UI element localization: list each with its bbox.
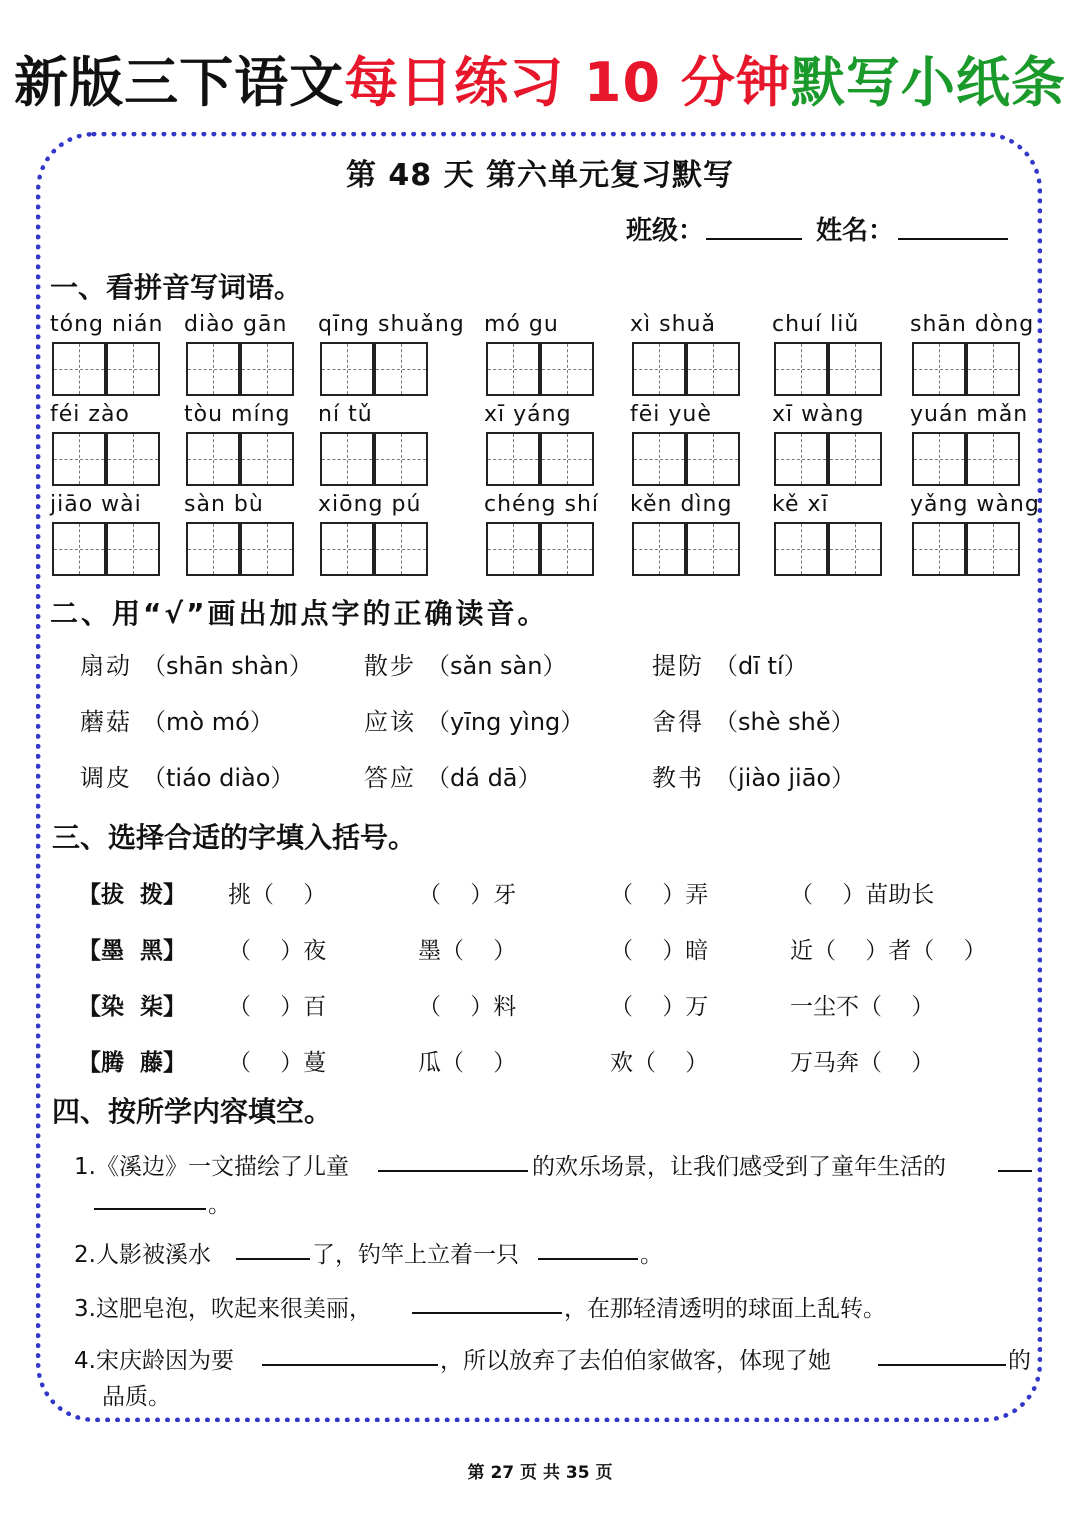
writing-grid-box[interactable] xyxy=(632,342,686,396)
writing-grid-box[interactable] xyxy=(540,342,594,396)
fill-in-phrase[interactable]: 万马奔（ ） xyxy=(790,1050,935,1076)
writing-grid-box[interactable] xyxy=(374,522,428,576)
writing-grid-box[interactable] xyxy=(320,522,374,576)
writing-grid-box[interactable] xyxy=(632,432,686,486)
pinyin-label: mó gu xyxy=(484,312,559,337)
char-choice-label: 【腾 藤】 xyxy=(78,1049,187,1076)
writing-grid-box[interactable] xyxy=(486,432,540,486)
char-choice-label: 【染 柒】 xyxy=(78,993,187,1020)
fill-in-phrase[interactable]: （ ）料 xyxy=(418,994,517,1020)
q4-blank-4[interactable] xyxy=(538,1258,638,1260)
writing-grid-box[interactable] xyxy=(106,342,160,396)
pinyin-label: qīng shuǎng xyxy=(318,312,465,337)
writing-grid-box[interactable] xyxy=(106,522,160,576)
pronunciation-item[interactable]: 舍得 （shè shě） xyxy=(652,708,855,736)
writing-grid-box[interactable] xyxy=(912,342,966,396)
pinyin-label: ní tǔ xyxy=(318,402,373,427)
writing-grid-box[interactable] xyxy=(52,432,106,486)
q4-item-1-line-1: 1.《溪边》一文描绘了儿童 xyxy=(74,1154,349,1180)
title-part-1: 新版三下语文 xyxy=(14,51,345,114)
q4-item-2-text-b: 了，钓竿上立着一只 xyxy=(312,1242,519,1268)
char-choice-label: 【拔 拨】 xyxy=(78,881,187,908)
name-label: 姓名： xyxy=(816,216,895,246)
section3-title: 三、选择合适的字填入括号。 xyxy=(52,821,417,854)
pinyin-label: yǎng wàng xyxy=(910,492,1040,517)
q4-blank-7[interactable] xyxy=(878,1364,1006,1366)
writing-grid-box[interactable] xyxy=(912,432,966,486)
writing-grid-box[interactable] xyxy=(186,432,240,486)
fill-in-phrase[interactable]: 墨（ ） xyxy=(418,938,517,964)
class-blank[interactable] xyxy=(706,238,802,240)
writing-grid-box[interactable] xyxy=(240,522,294,576)
writing-grid-box[interactable] xyxy=(320,342,374,396)
class-label: 班级： xyxy=(626,216,705,246)
pronunciation-item[interactable]: 教书 （jiào jiāo） xyxy=(652,764,856,792)
pronunciation-item[interactable]: 扇动 （shān shàn） xyxy=(80,652,313,680)
writing-grid-box[interactable] xyxy=(774,522,828,576)
pronunciation-item[interactable]: 调皮 （tiáo diào） xyxy=(80,764,295,792)
pinyin-label: kěn dìng xyxy=(630,492,733,517)
writing-grid-box[interactable] xyxy=(966,522,1020,576)
writing-grid-box[interactable] xyxy=(52,522,106,576)
writing-grid-box[interactable] xyxy=(540,522,594,576)
q4-item-4-end: 品质。 xyxy=(102,1384,171,1410)
pinyin-label: xì shuǎ xyxy=(630,312,716,337)
pinyin-label: tóng nián xyxy=(50,312,164,337)
writing-grid-box[interactable] xyxy=(686,432,740,486)
writing-grid-box[interactable] xyxy=(774,342,828,396)
pinyin-label: shān dòng xyxy=(910,312,1035,337)
fill-in-phrase[interactable]: 近（ ）者（ ） xyxy=(790,938,987,964)
fill-in-phrase[interactable]: （ ）苗助长 xyxy=(790,882,935,908)
q4-blank-1[interactable] xyxy=(378,1170,528,1172)
writing-grid-box[interactable] xyxy=(686,522,740,576)
q4-item-1-text-b: 的欢乐场景，让我们感受到了童年生活的 xyxy=(532,1154,946,1180)
pinyin-label: kě xī xyxy=(772,492,829,517)
writing-grid-box[interactable] xyxy=(374,342,428,396)
writing-grid-box[interactable] xyxy=(540,432,594,486)
page-footer: 第 27 页 共 35 页 xyxy=(467,1463,613,1483)
writing-grid-box[interactable] xyxy=(240,342,294,396)
pinyin-label: fēi yuè xyxy=(630,402,712,427)
fill-in-phrase[interactable]: （ ）蔓 xyxy=(228,1050,327,1076)
writing-grid-box[interactable] xyxy=(106,432,160,486)
fill-in-phrase[interactable]: （ ）百 xyxy=(228,994,327,1020)
q4-item-4: 4.宋庆龄因为要 xyxy=(74,1348,234,1374)
writing-grid-box[interactable] xyxy=(374,432,428,486)
pinyin-label: sàn bù xyxy=(184,492,264,517)
pinyin-label: jiāo wài xyxy=(50,492,142,517)
writing-grid-box[interactable] xyxy=(240,432,294,486)
writing-grid-box[interactable] xyxy=(828,522,882,576)
writing-grid-box[interactable] xyxy=(774,432,828,486)
pinyin-label: tòu míng xyxy=(184,402,291,427)
writing-grid-box[interactable] xyxy=(686,342,740,396)
fill-in-phrase[interactable]: （ ）万 xyxy=(610,994,709,1020)
fill-in-phrase[interactable]: 瓜（ ） xyxy=(418,1050,517,1076)
section1-title: 一、看拼音写词语。 xyxy=(50,271,303,304)
pronunciation-item[interactable]: 答应 （dá dā） xyxy=(364,764,542,792)
pronunciation-item[interactable]: 应该 （yīng yìng） xyxy=(364,708,585,736)
pronunciation-item[interactable]: 提防 （dī tí） xyxy=(652,652,808,680)
q4-blank-2a[interactable] xyxy=(998,1170,1032,1172)
title-part-2: 每日练习 10 分钟 xyxy=(344,51,791,114)
day-title: 第 48 天 第六单元复习默写 xyxy=(345,158,735,193)
writing-grid-box[interactable] xyxy=(486,342,540,396)
writing-grid-box[interactable] xyxy=(966,432,1020,486)
writing-grid-box[interactable] xyxy=(912,522,966,576)
writing-grid-box[interactable] xyxy=(52,342,106,396)
writing-grid-box[interactable] xyxy=(632,522,686,576)
pinyin-label: xī yáng xyxy=(484,402,572,427)
fill-in-phrase[interactable]: 挑（ ） xyxy=(228,882,327,908)
title-part-3: 默写小纸条 xyxy=(790,51,1066,114)
writing-grid-box[interactable] xyxy=(966,342,1020,396)
writing-grid-box[interactable] xyxy=(186,342,240,396)
pinyin-label: xiōng pú xyxy=(318,492,422,517)
q4-blank-3[interactable] xyxy=(236,1258,310,1260)
writing-grid-box[interactable] xyxy=(828,432,882,486)
pinyin-label: diào gān xyxy=(184,312,288,337)
fill-in-phrase[interactable]: （ ）夜 xyxy=(228,938,327,964)
q4-blank-2b[interactable] xyxy=(94,1208,206,1210)
pinyin-label: féi zào xyxy=(50,402,130,427)
q4-blank-5[interactable] xyxy=(412,1312,562,1314)
q4-item-4-text-c: 的 xyxy=(1008,1348,1031,1374)
fill-in-phrase[interactable]: （ ）弄 xyxy=(610,882,709,908)
q4-blank-6[interactable] xyxy=(262,1364,438,1366)
worksheet-title xyxy=(0,48,1080,118)
char-choice-label: 【墨 黑】 xyxy=(78,937,187,964)
pronunciation-item[interactable]: 散步 （sǎn sàn） xyxy=(364,652,567,680)
q4-item-4-text-b: ，所以放弃了去伯伯家做客，体现了她 xyxy=(440,1348,831,1374)
pronunciation-item[interactable]: 蘑菇 （mò mó） xyxy=(80,708,274,736)
writing-grid-box[interactable] xyxy=(320,432,374,486)
writing-grid-box[interactable] xyxy=(486,522,540,576)
writing-grid-box[interactable] xyxy=(186,522,240,576)
q4-item-3: 3.这肥皂泡，吹起来很美丽， xyxy=(74,1296,372,1322)
writing-grid-box[interactable] xyxy=(828,342,882,396)
pinyin-label: chéng shí xyxy=(484,492,600,517)
q4-item-3-text-b: ，在那轻清透明的球面上乱转。 xyxy=(564,1296,886,1322)
fill-in-phrase[interactable]: 欢（ ） xyxy=(610,1050,709,1076)
name-blank[interactable] xyxy=(898,238,1008,240)
pinyin-label: yuán mǎn xyxy=(910,402,1029,427)
q4-item-2: 2.人影被溪水 xyxy=(74,1242,211,1268)
fill-in-phrase[interactable]: 一尘不（ ） xyxy=(790,994,935,1020)
q4-item-2-end: 。 xyxy=(640,1242,663,1268)
pinyin-label: xī wàng xyxy=(772,402,865,427)
fill-in-phrase[interactable]: （ ）暗 xyxy=(610,938,709,964)
section4-title: 四、按所学内容填空。 xyxy=(52,1095,333,1128)
section2-title: 二、用“√”画出加点字的正确读音。 xyxy=(50,597,549,630)
fill-in-phrase[interactable]: （ ）牙 xyxy=(418,882,517,908)
pinyin-label: chuí liǔ xyxy=(772,312,860,337)
q4-item-1-end: 。 xyxy=(208,1192,231,1218)
